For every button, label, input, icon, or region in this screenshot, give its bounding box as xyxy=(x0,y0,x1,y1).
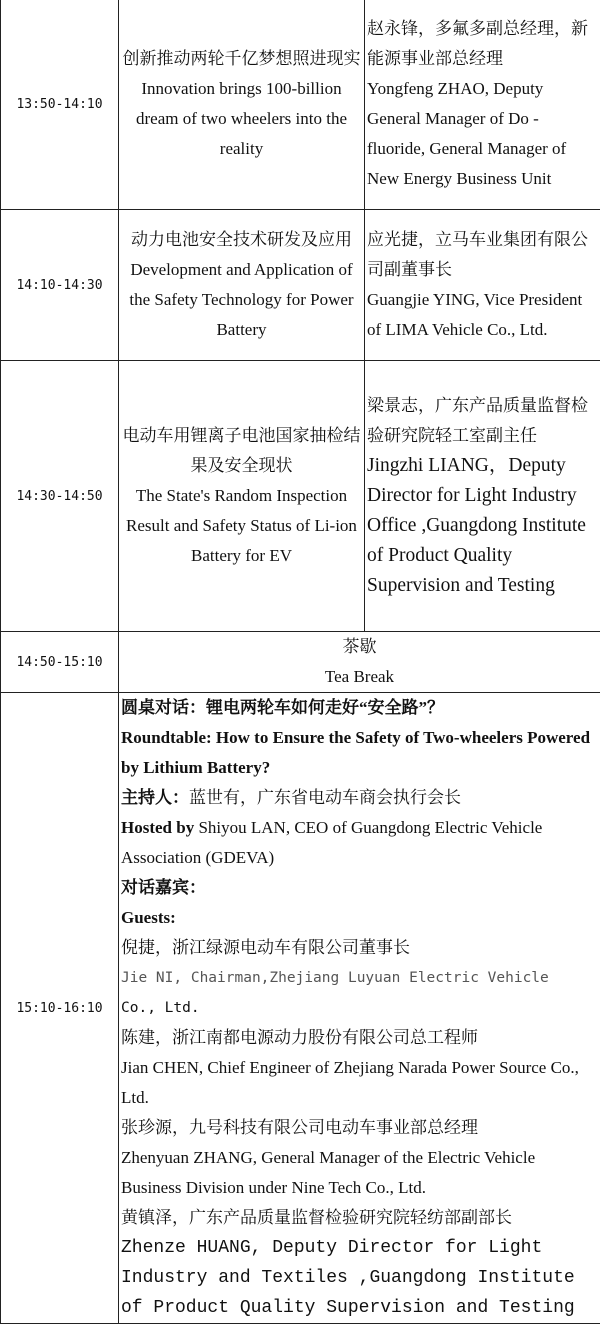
speaker-cell xyxy=(365,361,600,632)
guest-1-en xyxy=(121,963,598,993)
speaker-en-name: Jingzhi LIANG，Deputy Director for Light Industry xyxy=(367,455,577,506)
table-row xyxy=(1,632,600,693)
time-slot: 15:10-16:10 xyxy=(1,693,119,1324)
guest-1-zh: 倪捷，浙江绿源电动车有限公司董事长 xyxy=(121,938,410,957)
speaker-en-org: Office ,Guangdong Institute of Product Quality Supervision and Testing xyxy=(367,515,586,596)
topic-zh: 动力电池安全技术研发及应用 xyxy=(131,230,352,249)
topic-en: Development and Application of the Safety Technology for Power Battery xyxy=(129,260,354,339)
speaker-en: Yongfeng ZHAO, Deputy General Manager of Do - fluoride, General Manager of New Energy Business Unit xyxy=(367,79,567,188)
topic-cell xyxy=(119,361,365,632)
guest-1-en-b: Electric Vehicle xyxy=(409,970,549,986)
speaker-cell xyxy=(365,0,600,210)
host-en: Shiyou LAN, CEO of Guangdong Electric Vehicle Association (GDEVA) xyxy=(121,818,543,867)
guests-label-zh: 对话嘉宾： xyxy=(121,878,206,897)
roundtable-cell xyxy=(119,693,600,1324)
host-zh-line xyxy=(121,783,598,813)
guest-1-en-a: Jie NI, Chairman,Zhejiang Luyuan xyxy=(121,970,410,986)
guest-2-zh: 陈建，浙江南都电源动力股份有限公司总工程师 xyxy=(121,1028,478,1047)
topic-zh: 创新推动两轮千亿梦想照进现实 xyxy=(122,49,361,68)
roundtable-title-en: Roundtable: How to Ensure the Safety of Two-wheelers Powered by Lithium Battery? xyxy=(121,728,591,777)
topic-cell xyxy=(119,210,365,361)
time-slot: 14:10-14:30 xyxy=(1,210,119,361)
guest-3-zh: 张珍源，九号科技有限公司电动车事业部总经理 xyxy=(121,1118,478,1137)
table-row xyxy=(1,210,600,361)
speaker-en: Guangjie YING, Vice President of LIMA Vehicle Co., Ltd. xyxy=(367,290,583,339)
table-row xyxy=(1,0,600,210)
table-row xyxy=(1,361,600,632)
host-zh: 蓝世有，广东省电动车商会执行会长 xyxy=(189,788,461,807)
time-slot: 13:50-14:10 xyxy=(1,0,119,210)
guest-4-zh: 黄镇泽，广东产品质量监督检验研究院轻纺部副部长 xyxy=(121,1208,512,1227)
speaker-zh: 应光捷，立马车业集团有限公司副董事长 xyxy=(367,230,588,279)
guests-label-en: Guests: xyxy=(121,908,176,927)
break-en: Tea Break xyxy=(324,667,395,686)
roundtable-title-zh: 圆桌对话：锂电两轮车如何走好“安全路”？ xyxy=(121,698,444,717)
guest-4-en: Zhenze HUANG, Deputy Director for Light Industry and Textiles ,Guangdong Institute of Product Quality Supervision and Testing xyxy=(121,1238,575,1318)
guest-3-en: Zhenyuan ZHANG, General Manager of the Electric Vehicle Business Division under Nine Tech Co., Ltd. xyxy=(121,1148,536,1197)
speaker-zh: 梁景志，广东产品质量监督检验研究院轻工室副主任 xyxy=(367,396,588,445)
topic-cell xyxy=(119,0,365,210)
host-en-line xyxy=(121,813,598,873)
break-zh: 茶歇 xyxy=(342,637,377,656)
break-cell xyxy=(119,632,600,693)
host-label-zh: 主持人： xyxy=(121,788,189,807)
time-slot: 14:30-14:50 xyxy=(1,361,119,632)
topic-zh: 电动车用锂离子电池国家抽检结果及安全现状 xyxy=(122,426,361,475)
speaker-cell xyxy=(365,210,600,361)
speaker-zh: 赵永锋，多氟多副总经理，新能源事业部总经理 xyxy=(367,19,588,68)
topic-en: Innovation brings 100-billion dream of two wheelers into the reality xyxy=(135,79,347,158)
topic-en: The State's Random Inspection Result and Safety Status of Li-ion Battery for EV xyxy=(126,486,357,565)
host-label-en: Hosted by xyxy=(121,818,195,837)
table-row xyxy=(1,693,600,1324)
guest-1-en-c: Co., Ltd. xyxy=(121,1000,200,1016)
time-slot: 14:50-15:10 xyxy=(1,632,119,693)
guest-2-en: Jian CHEN, Chief Engineer of Zhejiang Narada Power Source Co., Ltd. xyxy=(121,1058,579,1107)
